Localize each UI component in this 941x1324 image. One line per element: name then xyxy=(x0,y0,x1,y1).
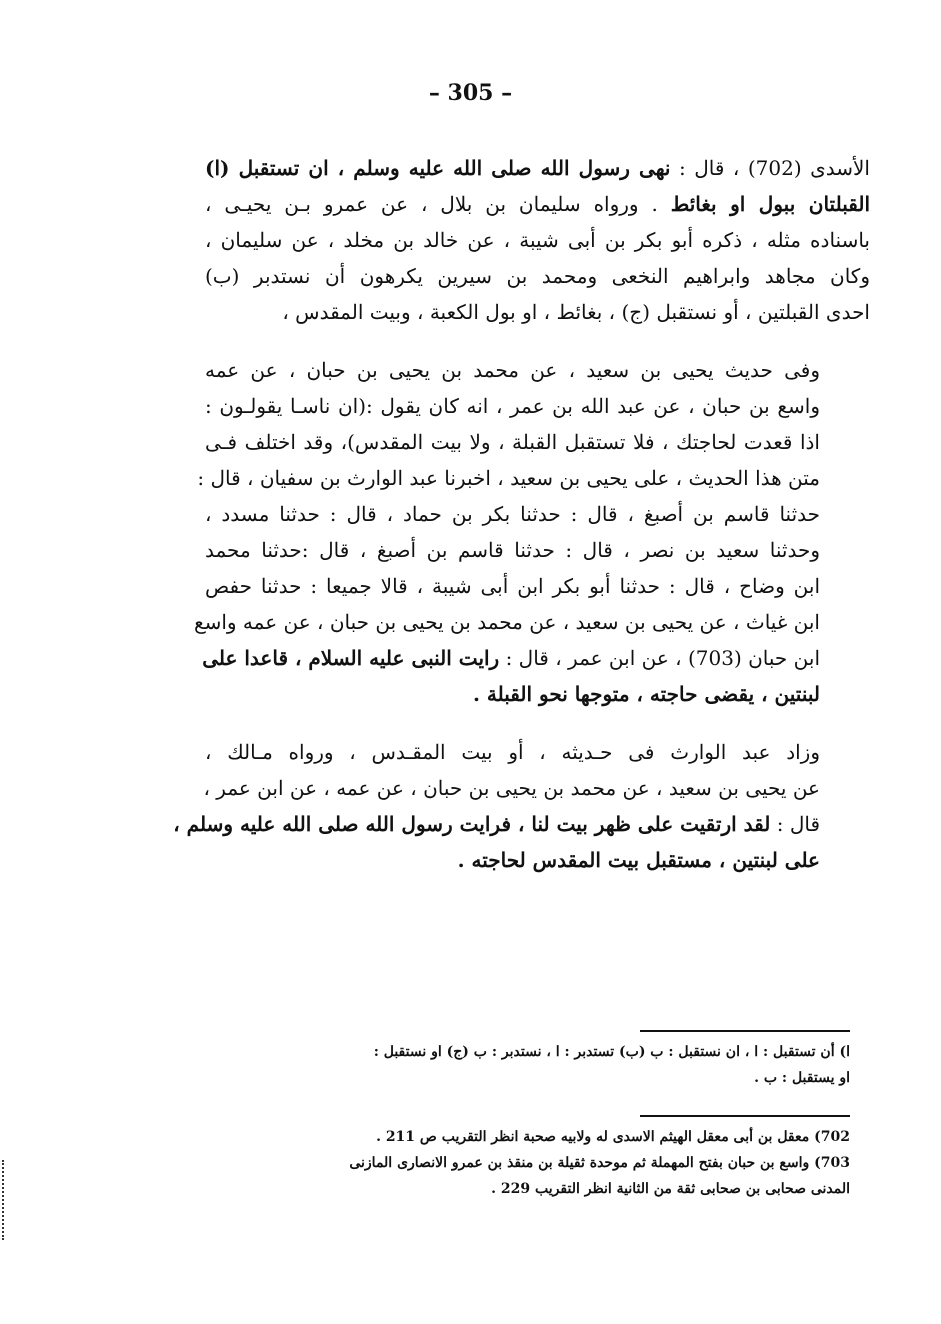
paragraph xyxy=(173,734,870,878)
footnote-separator-narrators xyxy=(640,1115,850,1117)
footnotes-variants xyxy=(180,1040,850,1090)
text-segment: باسناده مثله ، ذكره أبو بكر بن أبى شيبة ، عن خالد بن مخلد ، عن سليمان ، xyxy=(205,228,870,252)
hadith-text-bold: نهى رسول الله صلى الله عليه وسلم ، ان تستقبل (ا) xyxy=(205,156,671,180)
text-segment: وكان مجاهد وابراهيم النخعى ومحمد بن سيرين يكرهون أن نستدبر (ب) xyxy=(205,264,870,288)
text-segment: وحدثنا سعيد بن نصر ، قال : حدثنا قاسم بن أصبغ ، قال :حدثنا محمد xyxy=(205,538,820,562)
text-line xyxy=(193,604,870,640)
text-line xyxy=(205,532,870,568)
text-line xyxy=(205,842,870,878)
hadith-text-bold: القبلتان ببول او بغائط xyxy=(670,192,871,216)
text-segment: قال : xyxy=(770,812,820,836)
text-segment: واسع بن حبان ، عن عبد الله بن عمر ، انه كان يقول :(ان ناسـا يقولـون : xyxy=(205,394,820,418)
footnote-line: المدنى صحابى بن صحابى ثقة من الثانية انظر التقريب 229 . xyxy=(491,1181,850,1197)
text-line xyxy=(205,388,870,424)
hadith-text-bold: رايت النبى عليه السلام ، قاعدا على xyxy=(202,646,500,670)
footnote-separator-variants xyxy=(640,1030,850,1032)
text-segment: عن يحيى بن سعيد ، عن محمد بن يحيى بن حبان ، عن عمه ، عن ابن عمر ، xyxy=(203,776,820,800)
text-line xyxy=(205,294,870,330)
text-segment: الأسدى (702) ، قال : xyxy=(670,156,870,180)
footnote-line: 702) معقل بن أبى معقل الهيثم الاسدى له ولابيه صحبة انظر التقريب ص 211 . xyxy=(376,1129,850,1145)
page-number: – 305 – xyxy=(428,80,513,106)
hadith-text-bold: على لبنتين ، مستقبل بيت المقدس لحاجته . xyxy=(457,848,820,872)
text-segment: ابن وضاح ، قال : حدثنا أبو بكر ابن أبى شيبة ، قالا جميعا : حدثنا حفص xyxy=(205,574,820,598)
text-segment: احدى القبلتين ، أو نستقبل (ج) ، بغائط ، او بول الكعبة ، وبيت المقدس ، xyxy=(282,300,870,324)
footnote-line: ا) أن تستقبل : ا ، ان نستقبل : ب (ب) تستدبر : ا ، نستدبر : ب (ج) او نستقبل : xyxy=(373,1044,850,1060)
paragraph xyxy=(205,150,870,330)
footnote-line: 703) واسع بن حبان بفتح المهملة ثم موحدة ثقيلة بن منقذ بن عمرو الانصارى المازنى xyxy=(349,1155,850,1171)
text-line xyxy=(205,424,870,460)
scan-edge-marks xyxy=(2,1160,10,1240)
text-line xyxy=(205,186,870,222)
text-line xyxy=(205,770,870,806)
text-segment: متن هذا الحديث ، على يحيى بن سعيد ، اخبرنا عبد الوارث بن سفيان ، قال : xyxy=(197,466,820,490)
text-segment: ابن حبان (703) ، عن ابن عمر ، قال : xyxy=(499,646,820,670)
text-line xyxy=(205,258,870,294)
text-segment: ابن غياث ، عن يحيى بن سعيد ، عن محمد بن يحيى بن حبان ، عن عمه واسع xyxy=(193,610,820,634)
text-line xyxy=(205,734,870,770)
text-line xyxy=(205,568,870,604)
text-segment: وفى حديث يحيى بن سعيد ، عن محمد بن يحيى بن حبان ، عن عمه xyxy=(205,358,820,382)
text-line xyxy=(205,496,870,532)
text-line xyxy=(205,676,870,712)
text-segment: اذا قعدت لحاجتك ، فلا تستقبل القبلة ، ولا بيت المقدس)، وقد اختلف فـى xyxy=(205,430,820,454)
text-line xyxy=(205,352,870,388)
paragraph xyxy=(193,352,870,712)
text-line xyxy=(197,460,870,496)
hadith-text-bold: لقد ارتقيت على ظهر بيت لنا ، فرايت رسول الله صلى الله عليه وسلم ، xyxy=(173,812,771,836)
main-text xyxy=(173,150,871,878)
footnotes-narrators xyxy=(180,1125,850,1201)
text-segment: . ورواه سليمان بن بلال ، عن عمرو بـن يحيـى ، xyxy=(205,192,671,216)
text-line xyxy=(205,150,870,186)
text-segment: حدثنا قاسم بن أصبغ ، قال : حدثنا بكر بن حماد ، قال : حدثنا مسدد ، xyxy=(205,502,820,526)
text-line xyxy=(202,640,870,676)
text-line xyxy=(205,222,870,258)
text-segment: وزاد عبد الوارث فى حـديثه ، أو بيت المقـدس ، ورواه مـالك ، xyxy=(205,740,820,764)
text-line xyxy=(173,806,870,842)
footnote-line: او يستقبل : ب . xyxy=(754,1070,850,1086)
hadith-text-bold: لبنتين ، يقضى حاجته ، متوجها نحو القبلة . xyxy=(472,682,820,706)
